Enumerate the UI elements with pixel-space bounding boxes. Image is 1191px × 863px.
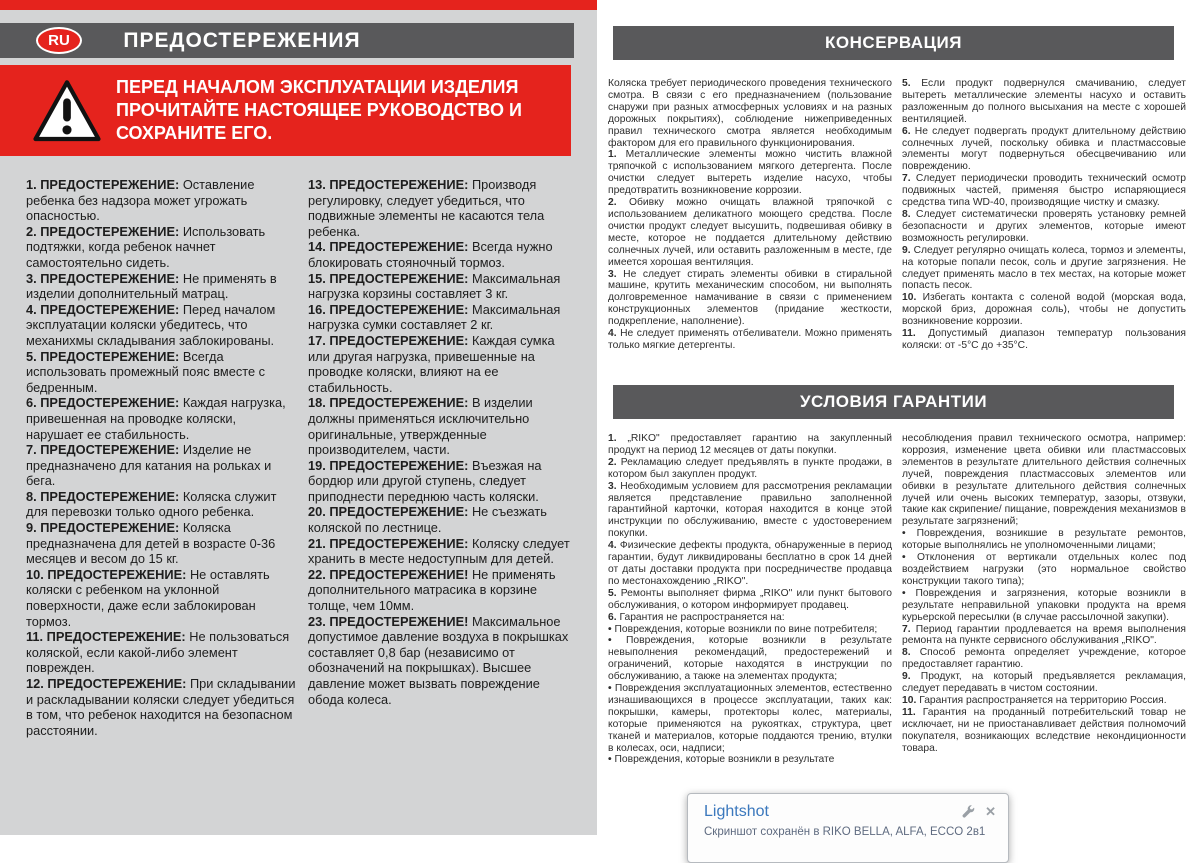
warning-item: 8. ПРЕДОСТЕРЕЖЕНИЕ: Коляска служит для перевозки только одного ребенка. bbox=[26, 488, 277, 520]
warning-item: 21. ПРЕДОСТЕРЕЖЕНИЕ: Коляску следует хранить в месте недоступным для детей. bbox=[308, 535, 570, 567]
warranty-item: 7. Период гарантии продлевается на время выполнения ремонта на пункте сервисного обслуживания „RIKO". bbox=[902, 623, 1186, 647]
warranty-column-1 bbox=[608, 433, 892, 766]
warranty-item: 3. Необходимым условием для рассмотрения рекламации является представление правильно заполненной гарантийной карточки, которая находится в конце этой инструкции по обслуживанию, вместе с удостоверением покупки. bbox=[608, 480, 892, 540]
warning-item: 16. ПРЕДОСТЕРЕЖЕНИЕ: Максимальная нагрузка сумки составляет 2 кг. bbox=[308, 301, 561, 333]
top-red-strip bbox=[0, 0, 597, 10]
warranty-item: 6. Гарантия не распространяется на: bbox=[608, 611, 785, 623]
maintenance-columns bbox=[608, 78, 1186, 352]
warning-item: 19. ПРЕДОСТЕРЕЖЕНИЕ: Въезжая на бордюр или другой ступень, следует приподнести переднюю часть коляски. bbox=[308, 457, 542, 504]
warning-item: 13. ПРЕДОСТЕРЕЖЕНИЕ: Производя регулировку, следует убедиться, что подвижные элементы не касаются тела ребенка. bbox=[308, 177, 545, 239]
lightshot-actions bbox=[962, 805, 996, 818]
warranty-item: • Повреждения и загрязнения, которые возникли в результате неправильной упаковки продукта на время курьерской пересылки (в случае рассылочной закупки). bbox=[902, 587, 1186, 623]
maintenance-item: 5. Если продукт подвернулся смачиванию, следует вытереть металлические элементы насухо и оставить разложенным до полного высыхания на месте с хорошей вентиляцией. bbox=[902, 78, 1186, 125]
warranty-item: 1. „RIKO" предоставляет гарантию на закупленный продукт на период 12 месяцев от даты покупки. bbox=[608, 433, 892, 456]
banner-text: ПЕРЕД НАЧАЛОМ ЭКСПЛУАТАЦИИ ИЗДЕЛИЯ ПРОЧИТАЙТЕ НАСТОЯЩЕЕ РУКОВОДСТВО И СОХРАНИТЕ ЕГО. bbox=[116, 77, 522, 143]
warnings-columns bbox=[26, 177, 578, 738]
maintenance-column-2 bbox=[902, 78, 1186, 352]
lightshot-header bbox=[704, 803, 996, 821]
warranty-item: 9. Продукт, на который предъявляется рекламация, следует передавать в чистом состоянии. bbox=[902, 671, 1186, 695]
warning-item: 10. ПРЕДОСТЕРЕЖЕНИЕ: Не оставлять коляски с ребенком на уклонной поверхности, даже если заблокирован тормоз. bbox=[26, 566, 270, 629]
maintenance-item: 4. Не следует применять отбеливатели. Можно применять только мягкие детергенты. bbox=[608, 328, 892, 351]
warning-item: 2. ПРЕДОСТЕРЕЖЕНИЕ: Использовать подтяжки, когда ребенок начнет самостоятельно сидеть. bbox=[26, 223, 266, 270]
close-icon[interactable]: ✕ bbox=[985, 804, 996, 819]
maintenance-item: 10. Избегать контакта с соленой водой (морская вода, морской бриз, дорожная соль), чтобы не допустить возникновение коррозии. bbox=[902, 292, 1186, 328]
warning-item: 12. ПРЕДОСТЕРЕЖЕНИЕ: При складывании и раскладывании коляски следует убедиться в том, что ребенок находится на безопасном расстоянии. bbox=[26, 676, 296, 738]
maintenance-item: 3. Не следует стирать элементы обивки в стиральной машине, крутить механическим способом, ни выполнять долговременное намачивание в связи с применением конструкционных элементов (придание жесткости, подкрепление, наполнение). bbox=[608, 268, 892, 328]
maintenance-item: Коляска требует периодического проведения технического смотра. В связи с его предназначением (пользование снаружи при разных атмосферных условиях и на разных дорожных покрытиях), соблюдение нижеприведенных правил технического смотра является необходимым фактором для его правильного функционирования. bbox=[608, 78, 892, 149]
lightshot-popup[interactable] bbox=[687, 793, 1009, 863]
warning-item: 9. ПРЕДОСТЕРЕЖЕНИЕ: Коляска предназначена для детей в возрасте 0-36 месяцев и весом до 15 кг. bbox=[26, 520, 276, 567]
warranty-item: • Повреждения, которые возникли по вине потребителя; bbox=[608, 623, 878, 635]
warranty-item: 10. Гарантия распространяется на территорию Россия. bbox=[902, 694, 1167, 706]
warnings-column-1 bbox=[26, 177, 296, 738]
lightshot-title: Lightshot bbox=[704, 803, 769, 820]
warning-item: 5. ПРЕДОСТЕРЕЖЕНИЕ: Всегда использовать промежный пояс вместе с бедренным. bbox=[26, 348, 266, 395]
warning-item: 20. ПРЕДОСТЕРЕЖЕНИЕ: Не съезжать коляской по лестнице. bbox=[308, 504, 547, 536]
maintenance-column-1 bbox=[608, 78, 892, 352]
warning-item: 4. ПРЕДОСТЕРЕЖЕНИЕ: Перед началом эксплуатации коляски убедитесь, что механихмы складывания заблокированы. bbox=[26, 301, 276, 348]
warnings-column-2 bbox=[308, 177, 578, 738]
wrench-icon[interactable] bbox=[962, 805, 975, 818]
warranty-item: • Повреждения эксплуатационных элементов, естественно изнашивающихся в процессе эксплуатации, таких как: покрышки, камеры, протекторы колес, материалы, которые применяются на рукоятках, структура, цвет тканей и материалов, которые поддаются трению, втулки в колесах, оси, надписи; bbox=[608, 683, 892, 754]
maintenance-item: 7. Следует периодически проводить технический осмотр подвижных частей, применяя быстро испаряющиеся средства типа WD-40, производящие чистку и смазку. bbox=[902, 173, 1186, 209]
page-maintenance-warranty bbox=[597, 0, 1191, 835]
warranty-item: 8. Способ ремонта определяет учреждение, которое предоставляет гарантию. bbox=[902, 647, 1186, 671]
warning-item: 17. ПРЕДОСТЕРЕЖЕНИЕ: Каждая сумка или другая нагрузка, привешенные на проводке коляски, влияют на ее стабильность. bbox=[308, 332, 555, 395]
warning-triangle-icon bbox=[32, 74, 102, 148]
warranty-item: • Повреждения, которые возникли в результате невыполнения рекомендаций, предостережений и ограничений, которые находятся в инструкции по обслуживанию, а также на элементах продукта; bbox=[608, 635, 892, 683]
warranty-column-2 bbox=[902, 433, 1186, 766]
warning-item: 15. ПРЕДОСТЕРЕЖЕНИЕ: Максимальная нагрузка корзины составляет 3 кг. bbox=[308, 270, 561, 302]
warranty-item: несоблюдения правил технического осмотра, например: коррозия, изменение цвета обивки или пластмассовых элементов в результате длительного действия солнечных лучей, повреждения пластмассовых элементов или обивки в результате длительного действия солнечных лучей или очень высоких температур, зазоры, отзвуки, такие как скрипение/ пищание, повреждения механизмов в результате загрязнений; bbox=[902, 433, 1186, 528]
maintenance-item: 1. Металлические элементы можно чистить влажной тряпочкой с использованием мягкого детергента. После очистки следует вытереть изделие насухо, чтобы предотвратить возникновение коррозии. bbox=[608, 149, 892, 197]
warning-item: 14. ПРЕДОСТЕРЕЖЕНИЕ: Всегда нужно блокировать стояночный тормоз. bbox=[308, 239, 553, 270]
maintenance-item: 9. Следует регулярно очищать колеса, тормоз и элементы, на которые попали песок, соль и другие загрязнения. Не следует применять масло в тех местах, на которые может попасть песок. bbox=[902, 244, 1186, 292]
maintenance-title: КОНСЕРВАЦИЯ bbox=[825, 33, 962, 52]
maintenance-item: 6. Не следует подвергать продукт длительному действию солнечных лучей, поскольку обивка и пластмассовые элементы могут подвернуться обесцвечиванию или повреждению. bbox=[902, 125, 1186, 173]
warranty-header-bar bbox=[613, 385, 1174, 419]
warranty-item: 2. Рекламацию следует предъявлять в пункте продажи, в котором был закуплен продукт. bbox=[608, 456, 892, 480]
warning-item: 3. ПРЕДОСТЕРЕЖЕНИЕ: Не применять в изделии дополнительный матрац. bbox=[26, 270, 277, 302]
maintenance-item: 8. Следует систематически проверять установку ремней безопасности и других элементов, которые имеют возможность регулировки. bbox=[902, 208, 1186, 244]
warning-item: 23. ПРЕДОСТЕРЕЖЕНИЕ! Максимальное допустимое давление воздуха в покрышках составляет 0,8 бар (независимо от обозначений на покрышках). Высшее давление может вызвать повреждение обода колеса. bbox=[308, 613, 569, 707]
maintenance-item: 11. Допустимый диапазон температур пользования коляски: от -5°C до +35°C. bbox=[902, 328, 1186, 351]
page-warnings bbox=[0, 0, 597, 835]
warranty-title: УСЛОВИЯ ГАРАНТИИ bbox=[799, 392, 988, 411]
warranty-item: 5. Ремонты выполняет фирма „RIKO" или пункт бытового обслуживания, о котором информирует продавец. bbox=[608, 587, 892, 611]
maintenance-item: 2. Обивку можно очищать влажной тряпочкой с использованием деликатного моющего средства. После очистки продукт следует высушить, подвешивая обивку в месте, которое не поддается длительному действию солнечных лучей, или оставить разложенным в месте, где имеется хорошая вентиляция. bbox=[608, 197, 892, 268]
warranty-item: • Отклонения от вертикали отдельных колес под воздействием нагрузки (это нормальное свойство конструкции такого типа); bbox=[902, 552, 1186, 587]
warning-item: 6. ПРЕДОСТЕРЕЖЕНИЕ: Каждая нагрузка, привешенная на проводке коляски, нарушает ее стабильность. bbox=[26, 395, 286, 442]
warranty-item: 4. Физические дефекты продукта, обнаруженные в период гарантии, будут ликвидированы бесплатно в срок 14 дней от даты доставки продукта при посредничестве продавца по местонахождению „RIKO". bbox=[608, 540, 892, 587]
warranty-item: 11. Гарантия на проданный потребительский товар не исключает, ни не приостанавливает действия полномочий покупателя, возникающих вследствие некондиционности товара. bbox=[902, 706, 1186, 754]
warning-item: 7. ПРЕДОСТЕРЕЖЕНИЕ: Изделие не предназначено для катания на рольках и бега. bbox=[26, 442, 272, 489]
language-badge: RU bbox=[36, 27, 82, 54]
warnings-header-bar bbox=[0, 23, 574, 58]
warranty-item: • Повреждения, возникшие в результате ремонтов, которые выполнялись не уполномоченными лицами; bbox=[902, 528, 1186, 552]
warning-item: 11. ПРЕДОСТЕРЕЖЕНИЕ: Не пользоваться коляской, если какой-либо элемент поврежден. bbox=[26, 629, 290, 676]
page-title: ПРЕДОСТЕРЕЖЕНИЯ bbox=[123, 28, 361, 52]
warning-banner bbox=[0, 65, 571, 156]
warranty-columns bbox=[608, 433, 1186, 766]
maintenance-header-bar bbox=[613, 26, 1174, 60]
warranty-item: • Повреждения, которые возникли в результате bbox=[608, 754, 835, 766]
warning-item: 1. ПРЕДОСТЕРЕЖЕНИЕ: Оставление ребенка без надзора может угрожать опасностью. bbox=[26, 177, 255, 224]
lightshot-message[interactable]: Скриншот сохранён в RIKO BELLA, ALFA, ECCO 2в1 bbox=[704, 826, 986, 838]
warning-item: 18. ПРЕДОСТЕРЕЖЕНИЕ: В изделии должны применяться исключительно оригинальные, утвержденные производителем, части. bbox=[308, 395, 533, 458]
warning-item: 22. ПРЕДОСТЕРЕЖЕНИЕ! Не применять дополнительного матрасика в корзине толще, чем 10мм. bbox=[308, 566, 556, 614]
